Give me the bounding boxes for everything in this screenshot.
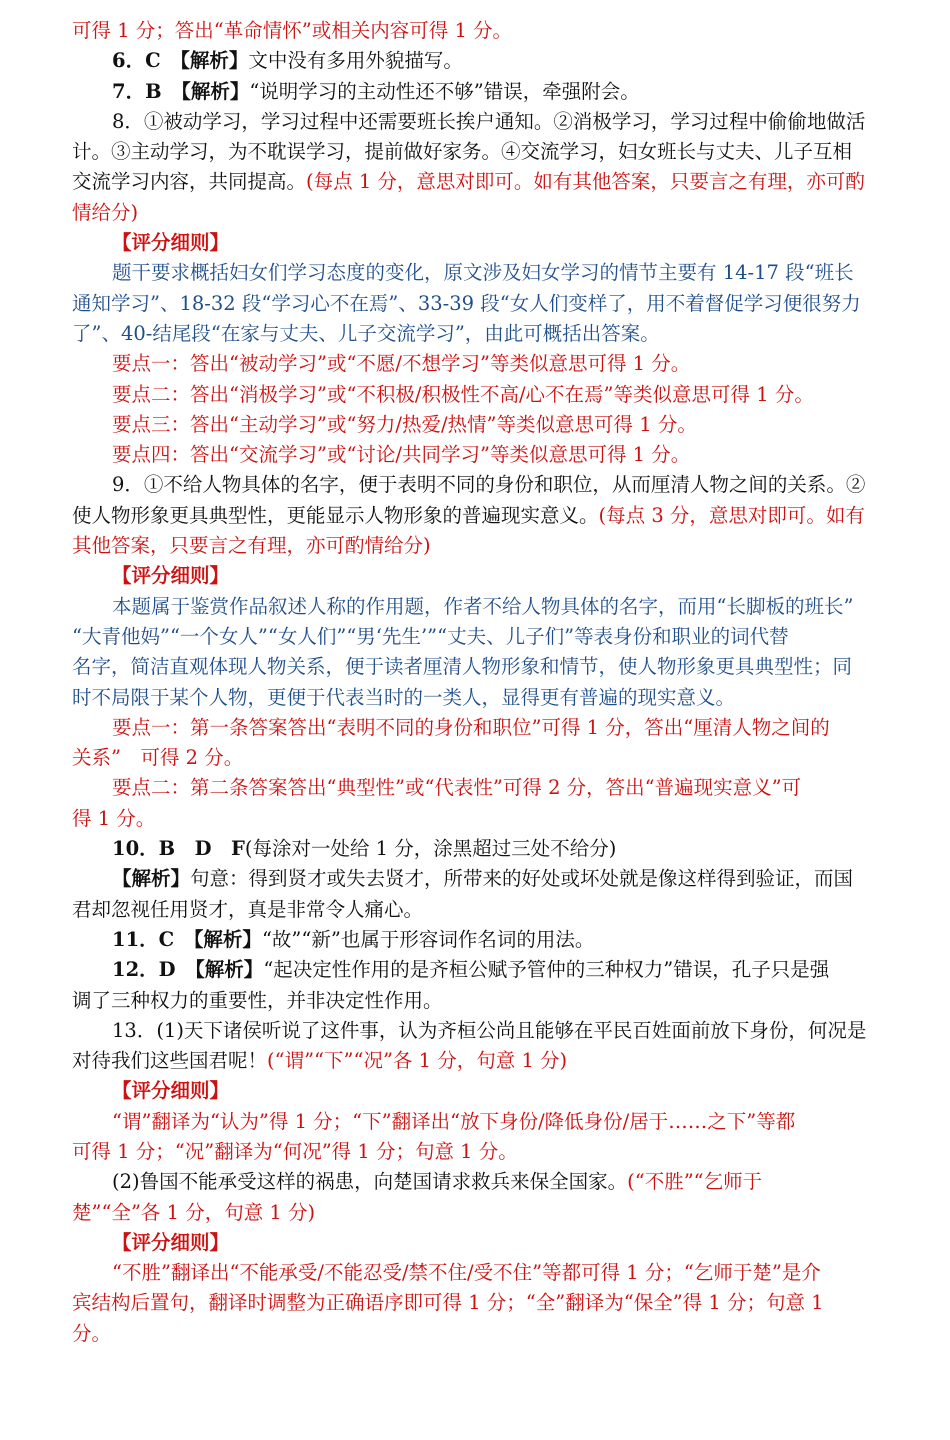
text-line: [72, 925, 884, 955]
text-segment: 调了三种权力的重要性，并非决定性作用。: [72, 988, 443, 1012]
text-line: [72, 319, 884, 349]
text-segment: 9．①不给人物具体的名字，便于表明不同的身份和职位，从而厘清人物之间的关系。②: [112, 473, 866, 497]
text-segment: 【解析】: [193, 927, 262, 951]
text-line: [72, 683, 884, 713]
text-segment: 13．(1)天下诸侯听说了这件事，认为齐桓公尚且能够在平民百姓面前放下身份，何况是: [112, 1018, 867, 1042]
text-line: [72, 1288, 884, 1318]
text-line: [72, 501, 884, 531]
text-line: [72, 198, 884, 228]
text-line: [72, 743, 884, 773]
text-line: [72, 167, 884, 197]
text-segment: “说明学习的主动性还不够”错误，牵强附会。: [249, 79, 640, 103]
text-segment: (每点 1 分，意思对即可。如有其他答案，只要言之有理，亦可酌: [306, 170, 865, 194]
text-segment: 题干要求概括妇女们学习态度的变化，原文涉及妇女学习的情节主要有 14-17 段“班长: [112, 261, 854, 285]
text-line: [72, 107, 884, 137]
text-line: [72, 622, 884, 652]
text-line: [72, 258, 884, 288]
text-segment: 通知学习”、18-32 段“学习心不在焉”、33-39 段“女人们变样了，用不着督促学习便很努力: [72, 291, 861, 315]
text-line: [72, 46, 884, 76]
text-segment: 【解析】: [180, 49, 249, 73]
text-segment: 本题属于鉴赏作品叙述人称的作用题，作者不给人物具体的名字，而用“长脚板的班长”: [112, 594, 854, 618]
text-segment: 10．B D F: [112, 837, 245, 861]
text-segment: 文中没有多用外貌描写。: [248, 49, 463, 73]
text-line: [72, 77, 884, 107]
text-segment: (“不胜”“乞师于: [627, 1170, 763, 1194]
text-segment: “不胜”翻译出“不能承受/不能忍受/禁不住/受不住”等都可得 1 分；“乞师于楚”是介: [112, 1261, 821, 1285]
text-line: [72, 1016, 884, 1046]
text-segment: 【评分细则】: [112, 1230, 230, 1254]
text-segment: 可得 1 分；“况”翻译为“何况”得 1 分；句意 1 分。: [72, 1139, 518, 1163]
text-segment: (2)鲁国不能承受这样的祸患，向楚国请求救兵来保全国家。: [112, 1170, 628, 1194]
text-line: [72, 986, 884, 1016]
text-line: [72, 380, 884, 410]
text-line: [72, 592, 884, 622]
text-line: [72, 864, 884, 894]
text-line: [72, 410, 884, 440]
text-segment: 【评分细则】: [112, 1079, 230, 1103]
text-segment: 要点二：答出“消极学习”或“不积极/积极性不高/心不在焉”等类似意思可得 1 分。: [112, 382, 814, 406]
text-line: [72, 1107, 884, 1137]
text-line: [72, 1258, 884, 1288]
text-segment: 【解析】: [112, 867, 191, 891]
text-line: [72, 1137, 884, 1167]
text-segment: (“谓”“下”“况”各 1 分，句意 1 分): [267, 1049, 568, 1073]
text-segment: “故”“新”也属于形容词作名词的用法。: [261, 927, 595, 951]
text-segment: 要点一：答出“被动学习”或“不愿/不想学习”等类似意思可得 1 分。: [112, 352, 691, 376]
text-segment: 君却忽视任用贤才，真是非常令人痛心。: [72, 897, 424, 921]
text-line: [72, 470, 884, 500]
text-segment: “大青他妈”“一个女人”“女人们”“男‘先生’”“丈夫、儿子们”等表身份和职业的词代替: [72, 624, 789, 648]
text-segment: 要点四：答出“交流学习”或“讨论/共同学习”等类似意思可得 1 分。: [112, 443, 691, 467]
text-segment: 其他答案，只要言之有理，亦可酌情给分): [72, 534, 431, 558]
text-segment: 6．C: [112, 49, 181, 73]
text-segment: 要点三：答出“主动学习”或“努力/热爱/热情”等类似意思可得 1 分。: [112, 412, 697, 436]
text-line: [72, 228, 884, 258]
text-segment: 【评分细则】: [112, 564, 230, 588]
text-segment: 分。: [72, 1321, 112, 1345]
text-segment: 要点二：第二条答案答出“典型性”或“代表性”可得 2 分，答出“普遍现实意义”可: [112, 776, 802, 800]
text-line: [72, 16, 884, 46]
text-segment: 11．C: [112, 927, 194, 951]
text-segment: 时不局限于某个人物，更便于代表当时的一类人，显得更有普遍的现实意义。: [72, 685, 736, 709]
text-segment: 7．B: [112, 79, 182, 103]
text-segment: 【解析】: [195, 958, 264, 982]
text-segment: 对待我们这些国君呢！: [72, 1049, 268, 1073]
text-segment: 【评分细则】: [112, 231, 230, 255]
text-segment: 关系” 可得 2 分。: [72, 746, 244, 770]
text-segment: 使人物形象更具典型性，更能显示人物形象的普遍现实意义。: [72, 503, 599, 527]
text-segment: 了”、40-结尾段“在家与丈夫、儿子交流学习”，由此可概括出答案。: [72, 321, 660, 345]
text-segment: 计。③主动学习，为不耽误学习，提前做好家务。④交流学习，妇女班长与丈夫、儿子互相: [72, 140, 853, 164]
text-segment: 名字，简洁直观体现人物关系，便于读者厘清人物形象和情节，使人物形象更具典型性；同: [72, 655, 853, 679]
text-segment: “谓”翻译为“认为”得 1 分；“下”翻译出“放下身份/降低身份/居于……之下”等都: [112, 1109, 796, 1133]
text-segment: 交流学习内容，共同提高。: [72, 170, 307, 194]
text-segment: 【解析】: [181, 79, 250, 103]
text-line: [72, 1319, 884, 1349]
text-segment: 情给分): [72, 200, 139, 224]
text-line: [72, 895, 884, 925]
text-line: [72, 804, 884, 834]
text-segment: 句意：得到贤才或失去贤才，所带来的好处或坏处就是像这样得到验证，而国: [190, 867, 854, 891]
text-line: [72, 1167, 884, 1197]
text-segment: 楚”“全”各 1 分，句意 1 分): [72, 1200, 316, 1224]
text-line: [72, 1076, 884, 1106]
text-segment: 12．D: [112, 958, 196, 982]
text-line: [72, 1046, 884, 1076]
text-line: [72, 1228, 884, 1258]
text-line: [72, 561, 884, 591]
text-segment: “起决定性作用的是齐桓公赋予管仲的三种权力”错误，孔子只是强: [263, 958, 830, 982]
text-line: [72, 1198, 884, 1228]
text-line: [72, 713, 884, 743]
text-line: [72, 349, 884, 379]
text-segment: (每点 3 分，意思对即可。如有: [598, 503, 865, 527]
text-line: [72, 531, 884, 561]
text-line: [72, 955, 884, 985]
text-segment: 可得 1 分；答出“革命情怀”或相关内容可得 1 分。: [72, 19, 513, 42]
text-line: [72, 289, 884, 319]
text-segment: 宾结构后置句，翻译时调整为正确语序即可得 1 分；“全”翻译为“保全”得 1 分；句意 1: [72, 1291, 824, 1315]
text-line: [72, 652, 884, 682]
text-segment: (每涂对一处给 1 分，涂黑超过三处不给分): [244, 837, 617, 861]
text-line: [72, 137, 884, 167]
text-line: [72, 834, 884, 864]
text-segment: 得 1 分。: [72, 806, 156, 830]
text-segment: 要点一：第一条答案答出“表明不同的身份和职位”可得 1 分，答出“厘清人物之间的: [112, 715, 830, 739]
text-segment: 8．①被动学习，学习过程中还需要班长挨户通知。②消极学习，学习过程中偷偷地做活: [112, 109, 866, 133]
text-line: [72, 773, 884, 803]
text-line: [72, 440, 884, 470]
